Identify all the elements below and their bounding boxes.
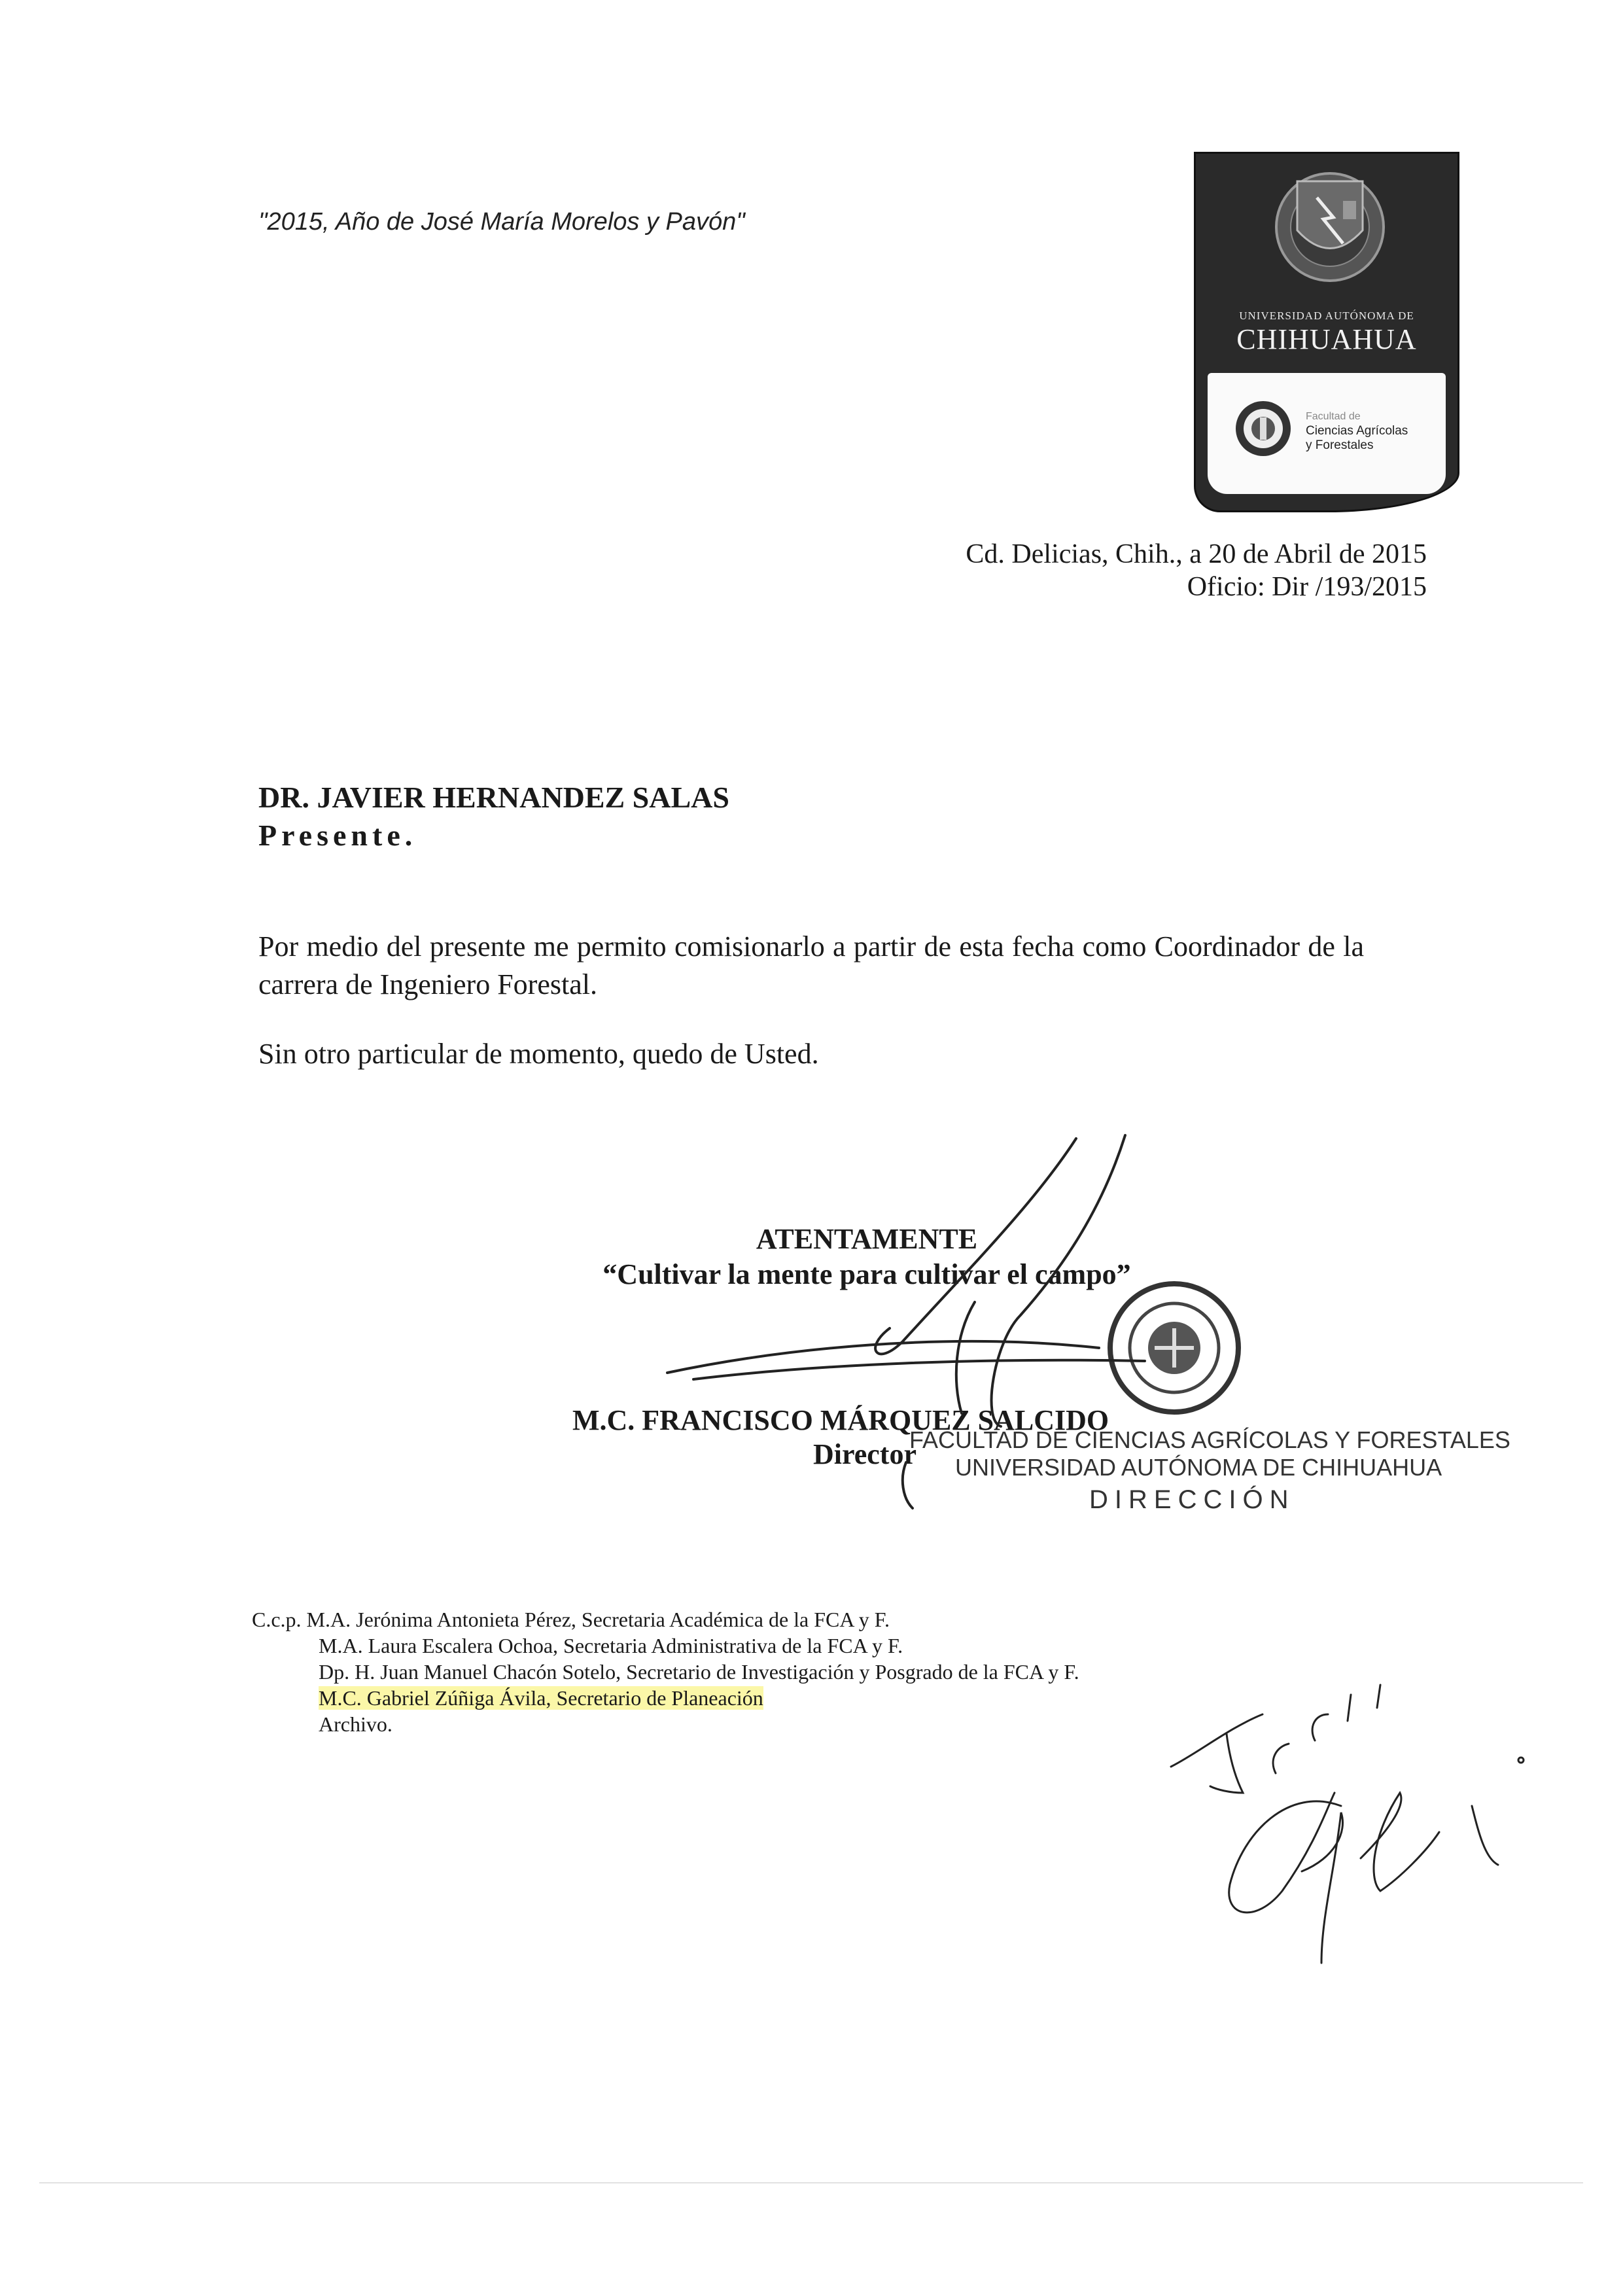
faculty-name-line2: y Forestales bbox=[1306, 438, 1374, 452]
stamp-university-line: UNIVERSIDAD AUTÓNOMA DE CHIHUAHUA bbox=[955, 1454, 1442, 1481]
ccp-archivo: Archivo. bbox=[319, 1712, 393, 1736]
carbon-copy-list bbox=[252, 1606, 1079, 1737]
logo-university-text: UNIVERSIDAD AUTÓNOMA DE bbox=[1239, 309, 1414, 322]
faculty-prefix: Facultad de bbox=[1306, 411, 1361, 422]
ccp-recipient: M.A. Laura Escalera Ochoa, Secretaria Administrativa de la FCA y F. bbox=[319, 1634, 903, 1657]
official-seal-stamp bbox=[1110, 1284, 1238, 1412]
stamp-direccion-line: DIRECCIÓN bbox=[1089, 1485, 1295, 1514]
body-closing-paragraph: Sin otro particular de momento, quedo de Usted. bbox=[258, 1038, 819, 1070]
signer-role: Director bbox=[813, 1438, 916, 1470]
addressee-presente: Presente. bbox=[258, 819, 417, 852]
ccp-recipient: M.A. Jerónima Antonieta Pérez, Secretaria Académica de la FCA y F. bbox=[306, 1608, 890, 1631]
oficio-number: Oficio: Dir /193/2015 bbox=[1187, 572, 1427, 602]
receipt-signature bbox=[1171, 1685, 1524, 1963]
faculty-name-line1: Ciencias Agrícolas bbox=[1306, 424, 1408, 438]
commemorative-motto: "2015, Año de José María Morelos y Pavón" bbox=[258, 208, 745, 236]
ccp-row bbox=[252, 1606, 1079, 1633]
logo-city-text: CHIHUAHUA bbox=[1236, 323, 1417, 355]
page-edge-line bbox=[39, 2182, 1583, 2183]
ccp-prefix: C.c.p. bbox=[252, 1608, 302, 1631]
ccp-recipient-highlighted bbox=[252, 1685, 1079, 1711]
body-paragraph: Por medio del presente me permito comisionarlo a partir de esta fecha como Coordinador de la carrera de Ingeniero Forestal. bbox=[258, 930, 1364, 1000]
closing-atentamente: ATENTAMENTE bbox=[756, 1223, 978, 1255]
highlighted-recipient: M.C. Gabriel Zúñiga Ávila, Secretario de Planeación bbox=[319, 1686, 763, 1710]
stamp-faculty-line: FACULTAD DE CIENCIAS AGRÍCOLAS Y FORESTALES bbox=[909, 1426, 1510, 1453]
institutional-lema: “Cultivar la mente para cultivar el campo” bbox=[602, 1258, 1131, 1290]
signer-name: M.C. FRANCISCO MÁRQUEZ SALCIDO bbox=[572, 1404, 1109, 1436]
ccp-recipient: Dp. H. Juan Manuel Chacón Sotelo, Secretario de Investigación y Posgrado de la FCA y F. bbox=[319, 1660, 1079, 1684]
place-and-date: Cd. Delicias, Chih., a 20 de Abril de 2015 bbox=[966, 539, 1427, 569]
director-signature bbox=[667, 1135, 1145, 1508]
addressee-name: DR. JAVIER HERNANDEZ SALAS bbox=[258, 781, 729, 814]
